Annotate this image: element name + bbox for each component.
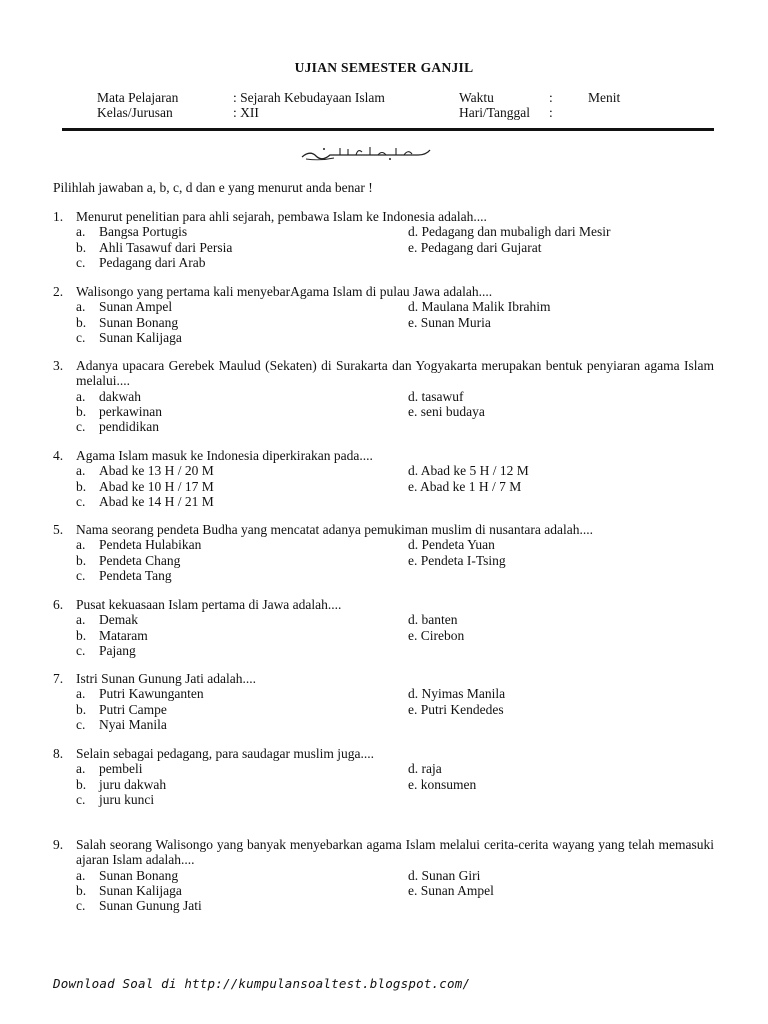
option-b[interactable]: juru dakwah	[99, 776, 167, 792]
question-text: Menurut penelitian para ahli sejarah, pembawa Islam ke Indonesia adalah....	[76, 209, 487, 224]
option-letter-b: b.	[76, 314, 87, 330]
option-letter-a: a.	[76, 686, 86, 702]
option-e[interactable]: e. Abad ke 1 H / 7 M	[408, 478, 522, 494]
option-letter-b: b.	[76, 776, 87, 792]
subject-label: Mata Pelajaran	[97, 90, 179, 105]
option-letter-a: a.	[76, 388, 86, 404]
option-e[interactable]: e. Sunan Ampel	[408, 882, 494, 898]
question-text: Salah seorang Walisongo yang banyak menyebarkan agama Islam melalui cerita-cerita wayang yang telah memasuki ajaran Islam adalah....	[76, 837, 714, 868]
option-letter-b: b.	[76, 627, 87, 643]
option-b[interactable]: Ahli Tasawuf dari Persia	[99, 239, 233, 255]
option-a[interactable]: Sunan Ampel	[99, 299, 173, 315]
option-letter-a: a.	[76, 299, 86, 315]
time-label: Waktu	[459, 90, 494, 105]
question-text: Adanya upacara Gerebek Maulud (Sekaten) di Surakarta dan Yogyakarta merupakan bentuk penyiaran agama Islam melalui....	[76, 358, 714, 389]
question-6	[53, 597, 714, 658]
question-1	[53, 209, 714, 270]
question-2	[53, 284, 714, 345]
option-d[interactable]: d. tasawuf	[408, 388, 464, 404]
option-a[interactable]: Demak	[99, 612, 138, 628]
option-c[interactable]: Abad ke 14 H / 21 M	[99, 493, 214, 509]
question-8	[53, 746, 714, 807]
option-letter-c: c.	[76, 493, 86, 509]
option-letter-a: a.	[76, 761, 86, 777]
option-letter-c: c.	[76, 791, 86, 807]
option-a[interactable]: Bangsa Portugis	[99, 224, 188, 240]
option-letter-a: a.	[76, 867, 86, 883]
question-number: 2.	[53, 284, 64, 299]
question-number: 9.	[53, 837, 64, 852]
question-7	[53, 671, 714, 732]
question-text: Pusat kekuasaan Islam pertama di Jawa adalah....	[76, 597, 342, 612]
question-text: Agama Islam masuk ke Indonesia diperkirakan pada....	[76, 448, 373, 463]
option-d[interactable]: d. Maulana Malik Ibrahim	[408, 299, 551, 315]
question-text: Selain sebagai pedagang, para saudagar muslim juga....	[76, 746, 375, 761]
option-a[interactable]: Abad ke 13 H / 20 M	[99, 463, 214, 479]
option-letter-c: c.	[76, 567, 86, 583]
option-b[interactable]: Putri Campe	[99, 701, 167, 717]
option-c[interactable]: Nyai Manila	[99, 716, 167, 732]
option-list	[76, 299, 714, 345]
question-text: Istri Sunan Gunung Jati adalah....	[76, 671, 256, 686]
option-list	[76, 463, 714, 509]
question-text: Nama seorang pendeta Budha yang mencatat adanya pemukiman muslim di nusantara adalah....	[76, 522, 593, 537]
option-c[interactable]: Sunan Kalijaga	[99, 329, 182, 345]
header-divider	[62, 128, 714, 131]
footer-download-link[interactable]: Download Soal di http://kumpulansoaltest.blogspot.com/	[53, 976, 471, 991]
question-number: 3.	[53, 358, 64, 373]
option-e[interactable]: e. Pendeta I-Tsing	[408, 552, 506, 568]
option-b[interactable]: Sunan Bonang	[99, 314, 179, 330]
option-d[interactable]: d. Pedagang dan mubaligh dari Mesir	[408, 224, 611, 240]
option-c[interactable]: pendidikan	[99, 419, 159, 435]
option-letter-c: c.	[76, 898, 86, 914]
option-letter-c: c.	[76, 254, 86, 270]
option-list	[76, 224, 714, 270]
date-label: Hari/Tanggal	[459, 105, 531, 120]
class-value: : XII	[233, 105, 259, 120]
option-b[interactable]: Abad ke 10 H / 17 M	[99, 478, 214, 494]
subject-value: : Sejarah Kebudayaan Islam	[233, 90, 385, 105]
option-letter-a: a.	[76, 463, 86, 479]
option-b[interactable]: Mataram	[99, 627, 148, 643]
option-letter-b: b.	[76, 478, 87, 494]
question-number: 7.	[53, 671, 64, 686]
question-5	[53, 522, 714, 583]
question-9	[53, 837, 714, 913]
option-a[interactable]: Putri Kawunganten	[99, 686, 204, 702]
option-c[interactable]: Sunan Gunung Jati	[99, 898, 202, 914]
question-3	[53, 358, 714, 434]
option-letter-a: a.	[76, 537, 86, 553]
option-list	[76, 686, 714, 732]
option-d[interactable]: d. Abad ke 5 H / 12 M	[408, 463, 529, 479]
option-letter-c: c.	[76, 329, 86, 345]
option-e[interactable]: e. Sunan Muria	[408, 314, 491, 330]
option-b[interactable]: perkawinan	[99, 403, 162, 419]
option-e[interactable]: e. konsumen	[408, 776, 477, 792]
question-text: Walisongo yang pertama kali menyebarAgama Islam di pulau Jawa adalah....	[76, 284, 493, 299]
question-number: 8.	[53, 746, 64, 761]
option-b[interactable]: Pendeta Chang	[99, 552, 181, 568]
question-number: 5.	[53, 522, 64, 537]
option-list	[76, 612, 714, 658]
option-letter-a: a.	[76, 224, 86, 240]
option-letter-b: b.	[76, 552, 87, 568]
option-b[interactable]: Sunan Kalijaga	[99, 882, 182, 898]
instruction-text: Pilihlah jawaban a, b, c, d dan e yang menurut anda benar !	[53, 180, 373, 195]
option-e[interactable]: e. Pedagang dari Gujarat	[408, 239, 542, 255]
question-4	[53, 448, 714, 509]
option-a[interactable]: Sunan Bonang	[99, 867, 179, 883]
option-a[interactable]: pembeli	[99, 761, 143, 777]
option-d[interactable]: d. raja	[408, 761, 442, 777]
option-letter-b: b.	[76, 701, 87, 717]
option-c[interactable]: Pajang	[99, 642, 136, 658]
option-d[interactable]: d. banten	[408, 612, 458, 628]
option-list	[76, 389, 714, 435]
time-colon: :	[549, 90, 553, 105]
option-d[interactable]: d. Pendeta Yuan	[408, 537, 495, 553]
time-unit: Menit	[588, 90, 621, 105]
option-d[interactable]: d. Sunan Giri	[408, 867, 481, 883]
class-label: Kelas/Jurusan	[97, 105, 173, 120]
option-e[interactable]: e. seni budaya	[408, 403, 485, 419]
option-e[interactable]: e. Putri Kendedes	[408, 701, 504, 717]
option-c[interactable]: Pedagang dari Arab	[99, 254, 206, 270]
option-letter-b: b.	[76, 239, 87, 255]
question-number: 4.	[53, 448, 64, 463]
question-number: 6.	[53, 597, 64, 612]
exam-title: UJIAN SEMESTER GANJIL	[294, 60, 474, 75]
option-letter-a: a.	[76, 612, 86, 628]
option-letter-c: c.	[76, 419, 86, 435]
option-a[interactable]: Pendeta Hulabikan	[99, 537, 202, 553]
option-list	[76, 761, 714, 807]
option-list	[76, 868, 714, 914]
option-letter-b: b.	[76, 403, 87, 419]
date-colon: :	[549, 105, 553, 120]
option-letter-b: b.	[76, 882, 87, 898]
option-d[interactable]: d. Nyimas Manila	[408, 686, 506, 702]
question-number: 1.	[53, 209, 64, 224]
option-letter-c: c.	[76, 716, 86, 732]
option-a[interactable]: dakwah	[99, 388, 141, 404]
option-e[interactable]: e. Cirebon	[408, 627, 465, 643]
option-letter-c: c.	[76, 642, 86, 658]
option-list	[76, 537, 714, 583]
basmalah-calligraphy-icon	[300, 144, 440, 162]
option-c[interactable]: juru kunci	[99, 791, 155, 807]
option-c[interactable]: Pendeta Tang	[99, 567, 172, 583]
